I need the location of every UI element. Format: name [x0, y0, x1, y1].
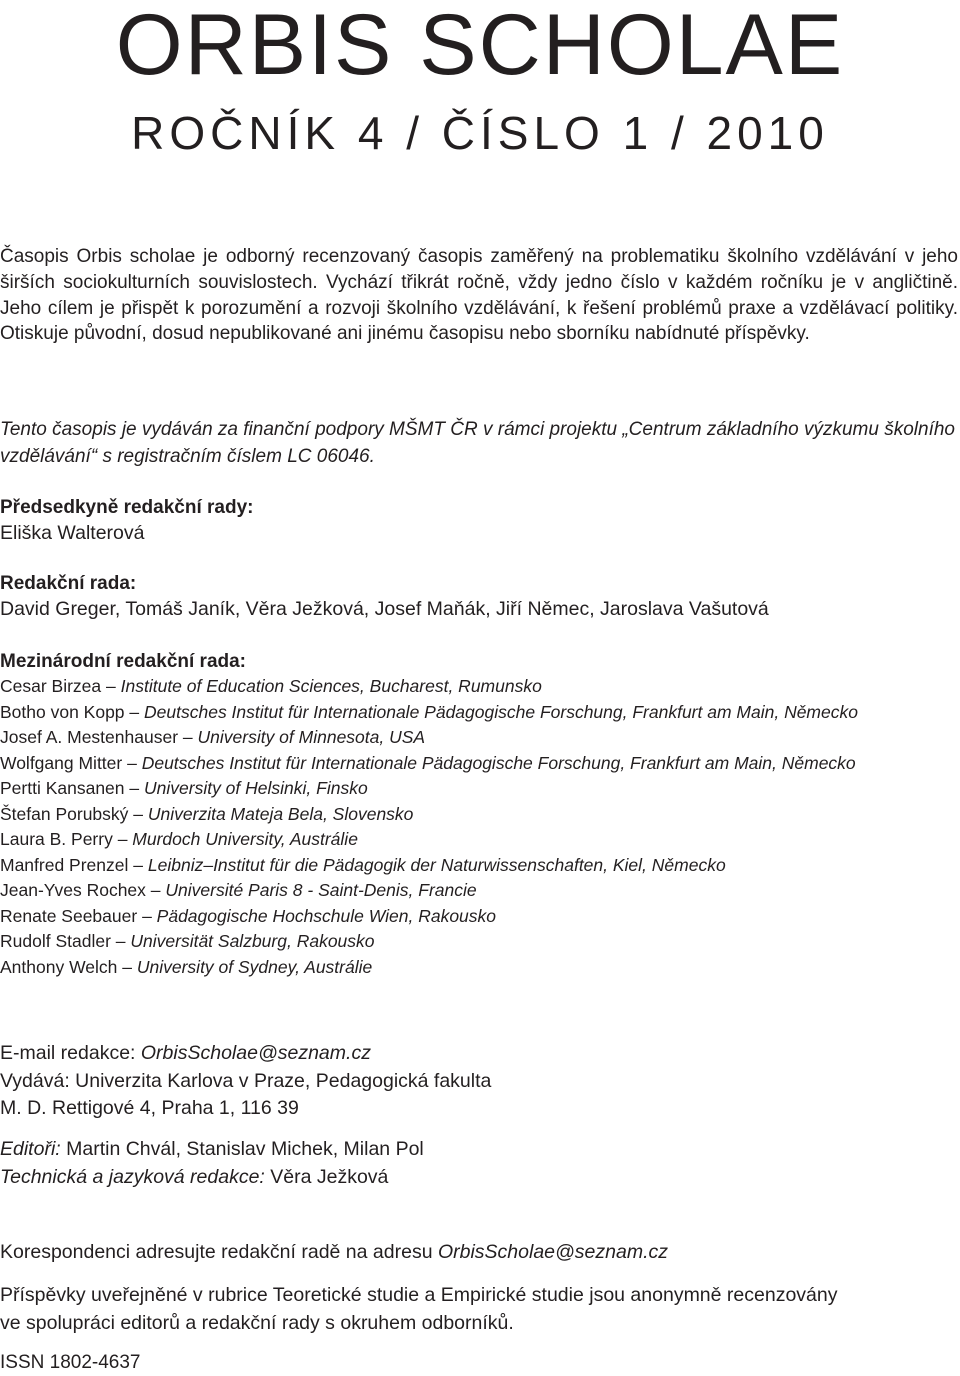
separator: –	[145, 880, 166, 900]
list-item	[0, 853, 958, 879]
intl-board-list	[0, 674, 958, 980]
member-institution: Deutsches Institut für Internationale Pädagogische Forschung, Frankfurt am Main, Německo	[141, 752, 856, 773]
list-item	[0, 725, 958, 751]
editorial-email-line	[0, 1040, 958, 1068]
editors-section	[0, 1135, 958, 1191]
list-item	[0, 700, 958, 726]
member-institution: University of Sydney, Austrálie	[136, 956, 373, 977]
board-heading: Redakční rada:	[0, 573, 137, 594]
member-name: Botho von Kopp	[0, 701, 125, 722]
list-item	[0, 827, 958, 853]
separator: –	[101, 676, 121, 696]
list-item	[0, 776, 958, 802]
member-institution: Institute of Education Sciences, Bucharest, Rumunsko	[120, 676, 542, 696]
separator: –	[110, 931, 131, 951]
separator: –	[117, 956, 137, 977]
member-name: Laura B. Perry	[0, 829, 113, 849]
editorial-board-chair-section	[0, 495, 958, 546]
list-item	[0, 751, 958, 777]
member-institution: Univerzita Mateja Bela, Slovensko	[147, 803, 414, 824]
contact-section	[0, 1040, 958, 1123]
member-institution: University of Minnesota, USA	[197, 727, 426, 747]
member-name: Josef A. Mestenhauser	[0, 727, 179, 747]
member-institution: University of Helsinki, Finsko	[144, 778, 368, 798]
member-name: Renate Seebauer	[0, 905, 138, 926]
international-board-section	[0, 649, 958, 980]
member-name: Cesar Birzea	[0, 676, 102, 696]
separator: –	[128, 803, 148, 824]
correspondence-email: OrbisScholae@seznam.cz	[437, 1241, 669, 1263]
list-item	[0, 955, 958, 981]
issn: ISSN 1802-4637	[0, 1352, 141, 1373]
review-note-line-2: ve spolupráci editorů a redakční rady s okruhem odborníků.	[0, 1312, 514, 1334]
list-item	[0, 904, 958, 930]
member-name: Manfred Prenzel	[0, 854, 129, 875]
list-item	[0, 878, 958, 904]
funding-statement: Tento časopis je vydáván za finanční podpory MŠMT ČR v rámci projektu „Centrum základního výzkumu školního vzdělávání“ s registračním číslem LC 06046.	[0, 419, 956, 467]
member-institution: Leibniz–Institut für die Pädagogik der Naturwissenschaften, Kiel, Německo	[147, 854, 726, 875]
publisher-line: Vydává: Univerzita Karlova v Praze, Pedagogická fakulta	[0, 1069, 492, 1092]
separator: –	[128, 854, 148, 875]
volume-issue-year: ROČNÍK 4 / ČÍSLO 1 / 2010	[131, 107, 829, 159]
email-label: E-mail redakce:	[0, 1042, 141, 1064]
member-name: Rudolf Stadler	[0, 931, 111, 951]
intl-board-heading: Mezinárodní redakční rada:	[0, 651, 247, 672]
editors-label: Editoři:	[0, 1138, 61, 1160]
member-institution: Université Paris 8 - Saint-Denis, Francie	[165, 880, 477, 900]
member-institution: Universität Salzburg, Rakousko	[130, 931, 375, 951]
correspondence-text: Korespondenci adresujte redakční radě na adresu	[0, 1241, 438, 1263]
separator: –	[178, 727, 198, 747]
review-note	[0, 1281, 958, 1337]
separator: –	[112, 829, 133, 849]
member-name: Štefan Porubský	[0, 803, 129, 824]
chair-name: Eliška Walterová	[0, 522, 145, 544]
member-institution: Deutsches Institut für Internationale Pädagogische Forschung, Frankfurt am Main, Německo	[144, 701, 858, 722]
technical-editing-line	[0, 1163, 958, 1191]
editorial-email: OrbisScholae@seznam.cz	[140, 1042, 371, 1064]
list-item	[0, 802, 958, 828]
separator: –	[137, 905, 157, 926]
separator: –	[124, 778, 144, 798]
member-name: Jean-Yves Rochex	[0, 880, 146, 900]
editorial-board-section	[0, 571, 958, 622]
address-line: M. D. Rettigové 4, Praha 1, 116 39	[0, 1097, 299, 1119]
journal-description: Časopis Orbis scholae je odborný recenzovaný časopis zaměřený na problematiku školního vzdělávání v jeho širších sociokulturních souvislostech. Vychází třikrát ročně, vždy jedno číslo v každém ročníku je v angličtině. Jeho cílem je přispět k porozumění a rozvoji školního vzdělávání, k řešení problémů praxe a vzdělávací politiky. Otiskuje původní, dosud nepublikované ani jinému časopisu nebo sborníku nabídnuté příspěvky.	[0, 246, 958, 345]
list-item	[0, 929, 958, 955]
separator: –	[124, 701, 145, 722]
technical-editing-label: Technická a jazyková redakce:	[0, 1166, 265, 1188]
member-name: Pertti Kansanen	[0, 778, 125, 798]
separator: –	[122, 752, 142, 773]
board-names: David Greger, Tomáš Janík, Věra Ježková, Josef Maňák, Jiří Němec, Jaroslava Vašutová	[0, 598, 769, 620]
journal-title: ORBIS SCHOLAE	[115, 0, 845, 93]
technical-editing-name: Věra Ježková	[264, 1166, 389, 1188]
member-name: Anthony Welch	[0, 956, 118, 977]
member-institution: Pädagogische Hochschule Wien, Rakousko	[156, 905, 497, 926]
member-name: Wolfgang Mitter	[0, 752, 123, 773]
editors-line	[0, 1135, 958, 1163]
correspondence-line	[0, 1239, 958, 1266]
editors-names: Martin Chvál, Stanislav Michek, Milan Pol	[60, 1138, 424, 1160]
chair-heading: Předsedkyně redakční rady:	[0, 497, 254, 518]
review-note-line-1: Příspěvky uveřejněné v rubrice Teoretické studie a Empirické studie jsou anonymně recenzovány	[0, 1284, 838, 1306]
list-item	[0, 674, 958, 700]
member-institution: Murdoch University, Austrálie	[132, 829, 358, 849]
